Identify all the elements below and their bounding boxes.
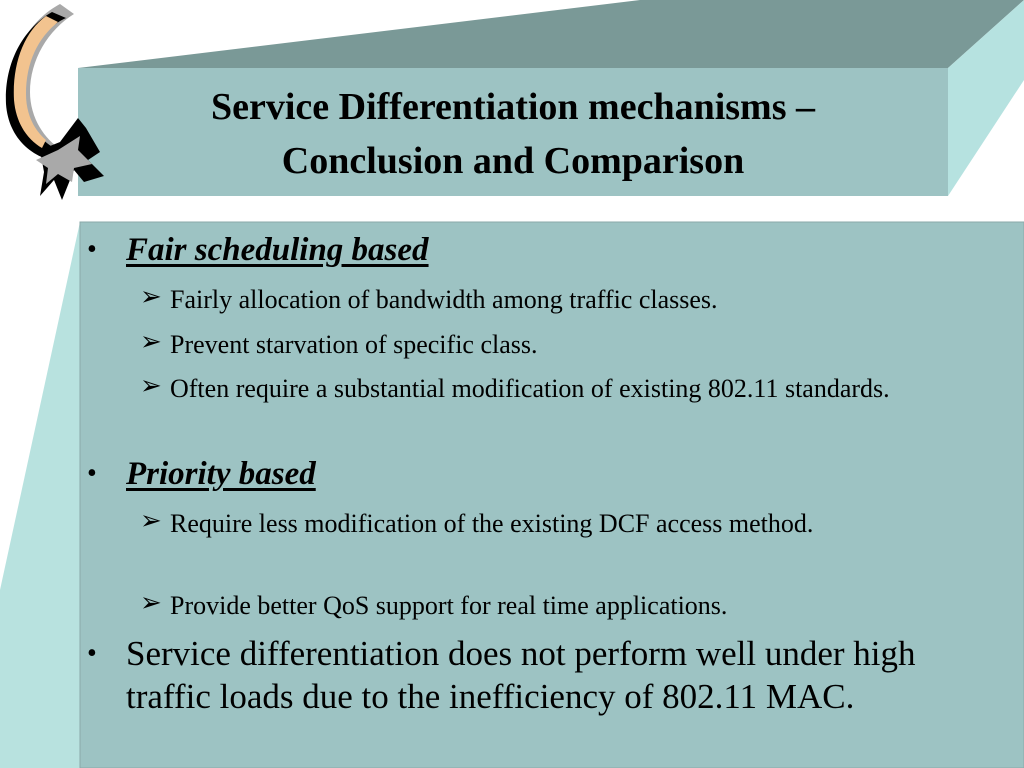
title-top-bevel — [78, 0, 1024, 68]
title-line-2: Conclusion and Comparison — [281, 140, 745, 182]
arrow-bullet-icon: ➢ — [140, 327, 162, 356]
bullet-dot: • — [87, 234, 97, 265]
arrow-bullet-icon: ➢ — [140, 506, 162, 535]
conclusion-text: Service differentiation does not perform well under high traffic loads due to the inefficiency of 802.11 MAC. — [126, 634, 916, 716]
heading-fair-scheduling: Fair scheduling based — [126, 232, 429, 268]
sub-item-text: Prevent starvation of specific class. — [170, 330, 538, 359]
heading-priority: Priority based — [126, 456, 316, 492]
sub-item-text: Require less modification of the existing DCF access method. — [170, 509, 814, 538]
bullet-dot: • — [87, 458, 97, 489]
sub-item-text: Fairly allocation of bandwidth among traffic classes. — [170, 285, 718, 314]
sub-item-text: Provide better QoS support for real time applications. — [170, 591, 728, 620]
arrow-bullet-icon: ➢ — [140, 371, 162, 400]
arrow-bullet-icon: ➢ — [140, 282, 162, 311]
slide-title — [80, 80, 946, 188]
title-line-1: Service Differentiation mechanisms – — [210, 86, 815, 128]
sub-item-text: Often require a substantial modification of existing 802.11 standards. — [170, 374, 890, 403]
bullet-dot: • — [87, 638, 97, 669]
left-bevel-strip — [0, 222, 80, 768]
arrow-bullet-icon: ➢ — [140, 588, 162, 617]
content-list — [80, 222, 1020, 768]
